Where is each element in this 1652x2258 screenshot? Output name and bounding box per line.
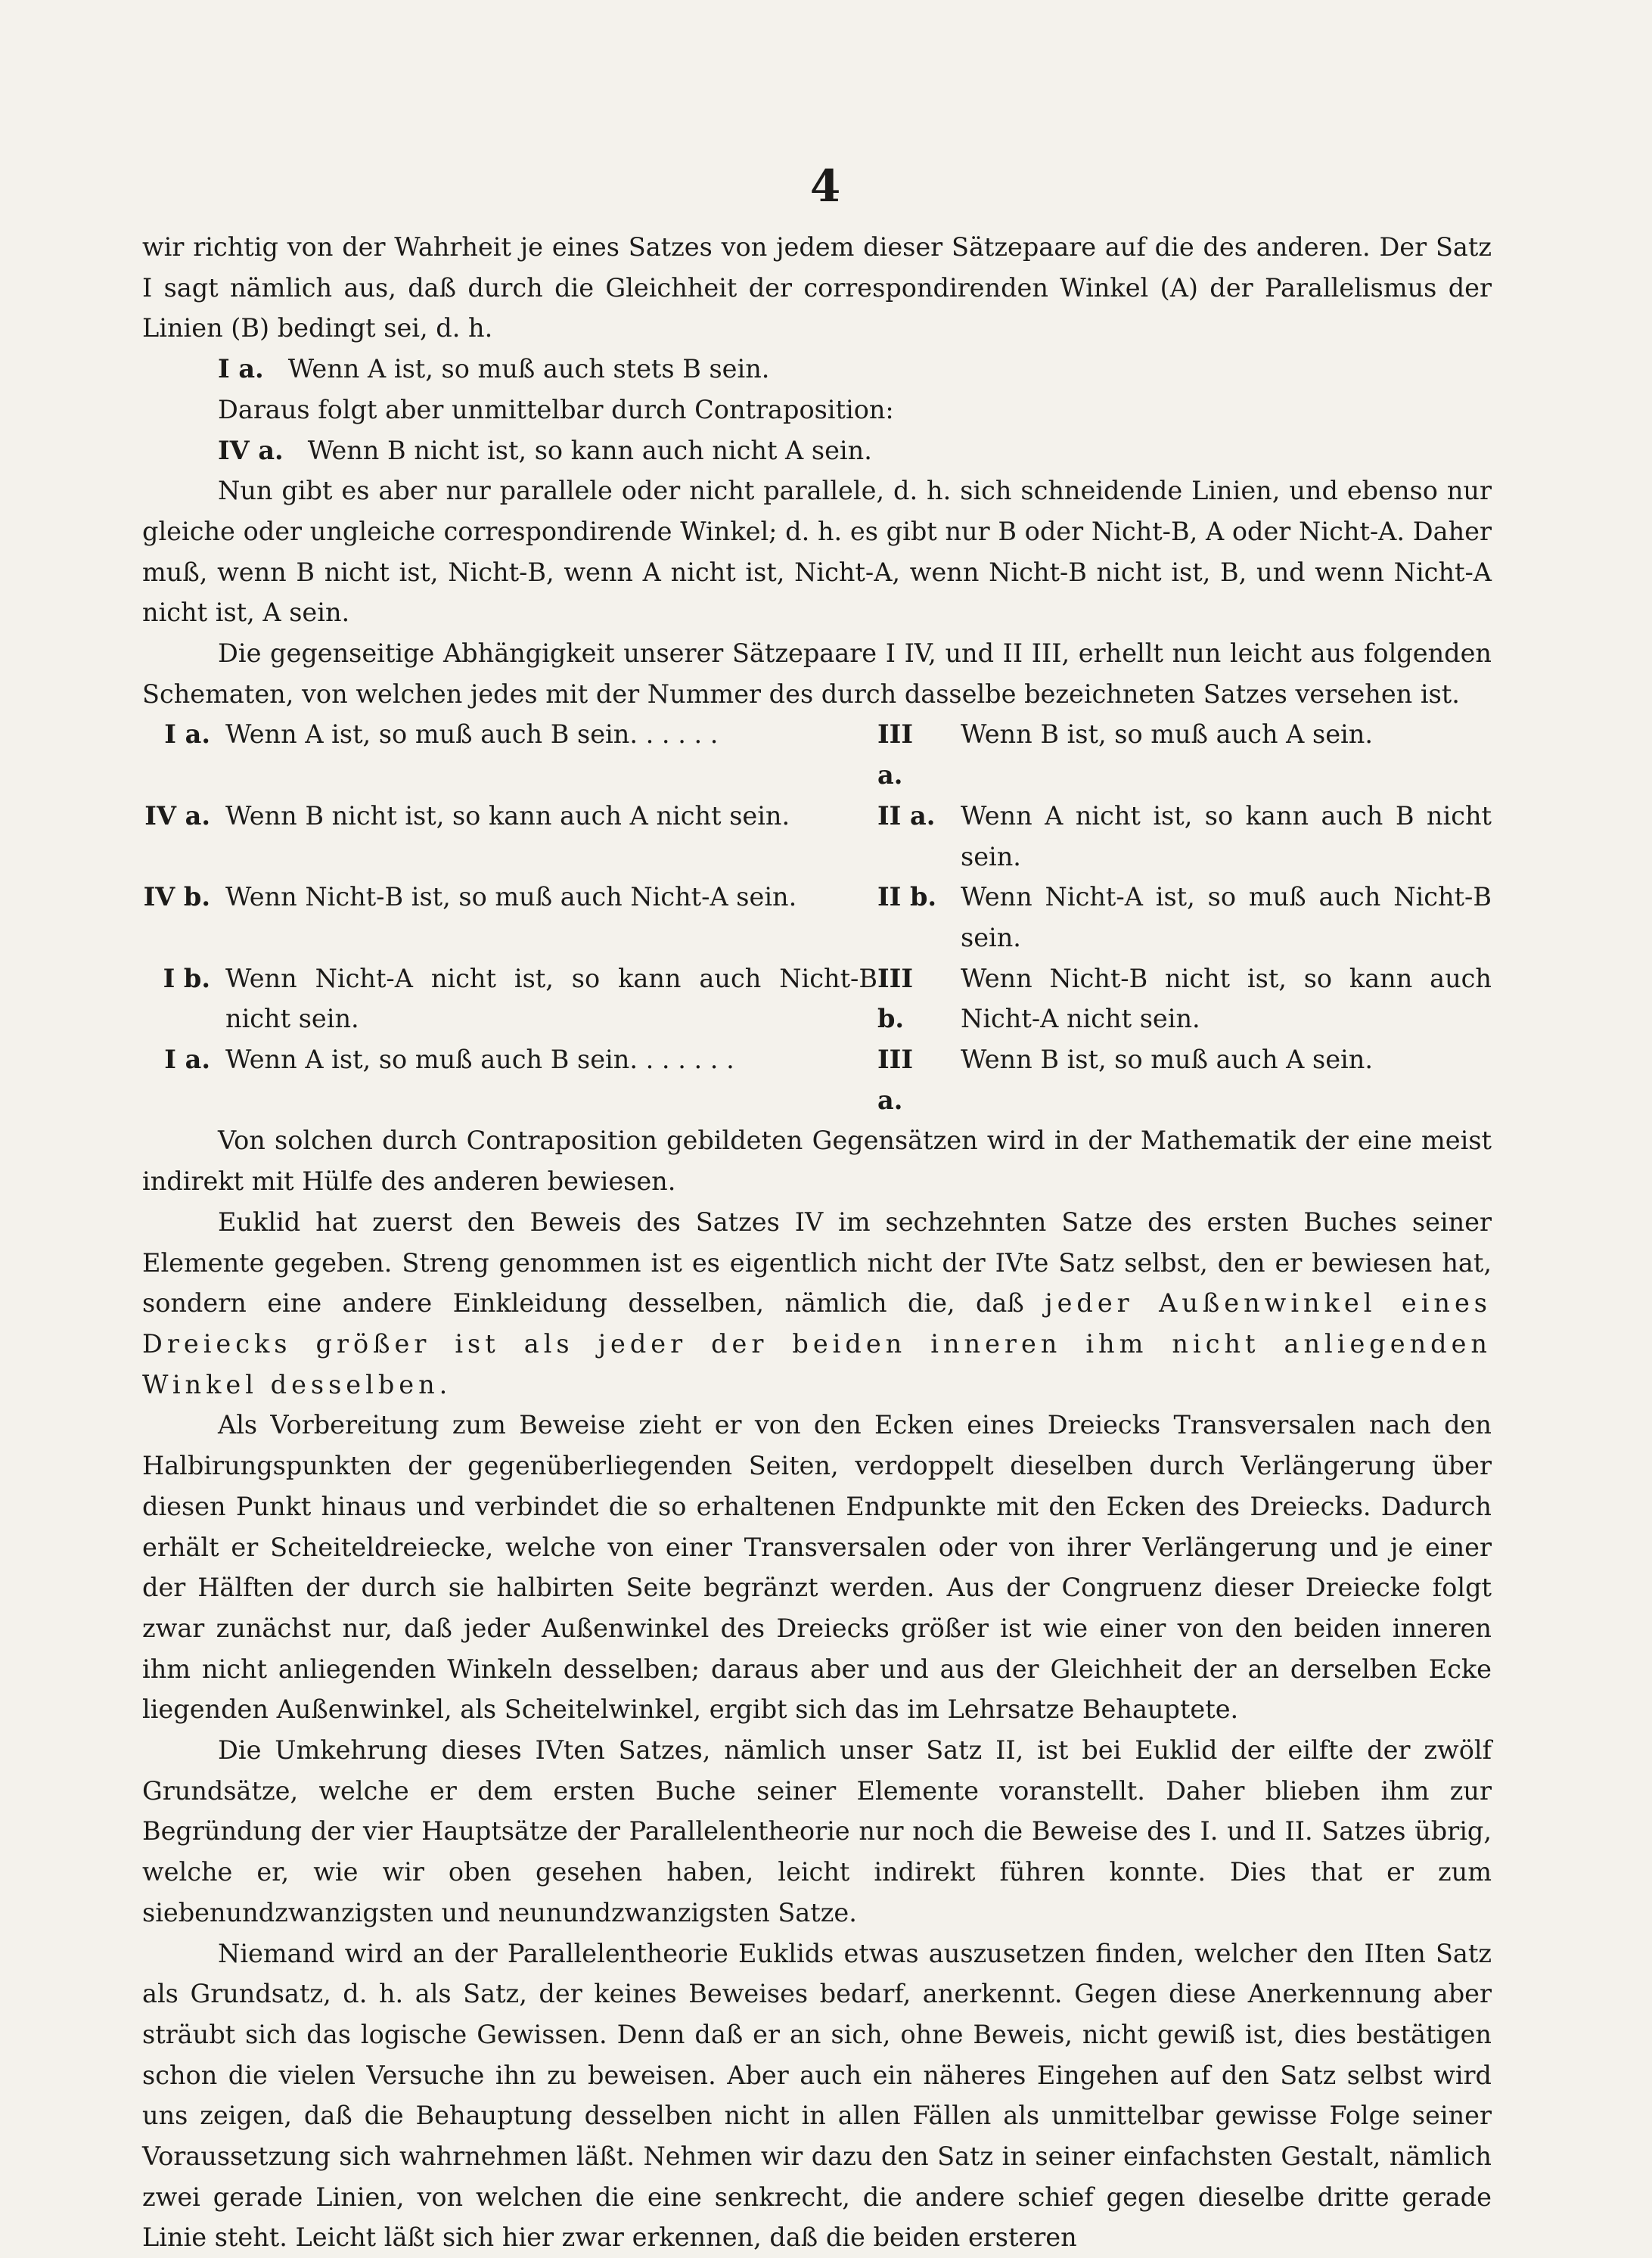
scheme-text: Wenn B nicht ist, so kann auch A nicht sein. bbox=[225, 800, 790, 831]
scheme-text: Wenn A ist, so muß auch B sein. . . . . . bbox=[225, 719, 719, 750]
scheme-label: III a. bbox=[877, 1045, 914, 1115]
scheme-label: I a. bbox=[164, 719, 210, 750]
scheme-label: IV b. bbox=[143, 882, 210, 912]
scheme-row bbox=[142, 1039, 1492, 1120]
paragraph-6-text: Euklid hat zuerst den Beweis des Satzes IV im sechzehnten Satze des ersten Buches seiner Elemente gegeben. Streng genommen ist es eigentlich nicht der IVte Satz selbst, den er bewiesen hat, sondern eine andere Einkleidung desselben, nämlich die, daß bbox=[142, 1207, 1492, 1318]
paragraph-5: Von solchen durch Contraposition gebildeten Gegensätzen wird in der Mathematik der eine meist indirekt mit Hülfe des anderen bewiesen. bbox=[142, 1126, 1492, 1197]
paragraph-9: Niemand wird an der Parallelentheorie Euklids etwas auszusetzen finden, welcher den IIten Satz als Grundsatz, d. h. als Satz, der keines Beweises bedarf, anerkennt. Gegen diese Anerkennung aber sträubt sich das logische Gewissen. Denn daß er an sich, ohne Beweis, nicht gewiß ist, dies bestätigen schon die vielen Versuche ihn zu beweisen. Aber auch ein näheres Eingehen auf den Satz selbst wird uns zeigen, daß die Behauptung desselben nicht in allen Fällen als unmittelbar gewisse Folge seiner Voraussetzung sich wahrnehmen läßt. Nehmen wir dazu den Satz in seiner einfachsten Gestalt, nämlich zwei gerade Linien, von welchen die eine senkrecht, die andere schief gegen dieselbe dritte gerade Linie steht. Leicht läßt sich hier zwar erkennen, daß die beiden ersteren bbox=[142, 1938, 1492, 2253]
scheme-label: II a. bbox=[877, 800, 936, 831]
statement-label: IV a. bbox=[218, 435, 284, 465]
scheme-left-cell bbox=[142, 714, 877, 795]
scheme-text: Wenn Nicht-B nicht ist, so kann auch Nicht-A nicht sein. bbox=[961, 963, 1492, 1034]
paragraph-1: wir richtig von der Wahrheit je eines Satzes von jedem dieser Sätzepaare auf die des anderen. Der Satz I sagt nämlich aus, daß durch die Gleichheit der correspondirenden Winkel (A) der Parallelismus der Linien (B) bedingt sei, d. h. bbox=[142, 232, 1492, 343]
statement-text: Wenn B nicht ist, so kann auch nicht A sein. bbox=[307, 435, 872, 465]
scheme-label: I a. bbox=[164, 1045, 210, 1075]
scheme-text: Wenn Nicht-A nicht ist, so kann auch Nicht-B nicht sein. bbox=[225, 963, 877, 1034]
spaced-emphasis: jeder Außenwinkel eines Dreiecks größer ist als jeder der beiden inneren ihm nicht anliegenden Winkel desselben. bbox=[142, 1288, 1492, 1399]
scheme-left-cell bbox=[142, 1039, 877, 1120]
statement-label: I a. bbox=[218, 354, 264, 384]
scheme-text: Wenn Nicht-A ist, so muß auch Nicht-B sein. bbox=[961, 882, 1492, 952]
paragraph-7: Als Vorbereitung zum Beweise zieht er von den Ecken eines Dreiecks Transversalen nach den Halbirungspunkten der gegenüberliegenden Seiten, verdoppelt dieselben durch Verlängerung über diesen Punkt hinaus und verbindet die so erhaltenen Endpunkte mit den Ecken des Dreiecks. Dadurch erhält er Scheiteldreiecke, welche von einer Transversalen oder von ihrer Verlängerung und je einer der Hälften der durch sie halbirten Seite begränzt werden. Aus der Congruenz dieser Dreiecke folgt zwar zunächst nur, daß jeder Außenwinkel des Dreiecks größer ist wie einer von den beiden inneren ihm nicht anliegenden Winkeln desselben; daraus aber und aus der Gleichheit der an derselben Ecke liegenden Außenwinkel, als Scheitelwinkel, ergibt sich das im Lehrsatze Behauptete. bbox=[142, 1410, 1492, 1725]
scheme-left-cell bbox=[142, 796, 877, 877]
scheme-row bbox=[142, 796, 1492, 877]
scheme-table bbox=[142, 714, 1492, 1120]
scheme-left-cell bbox=[142, 958, 877, 1039]
scheme-left-cell bbox=[142, 877, 877, 958]
paragraph-4: Die gegenseitige Abhängigkeit unserer Sätzepaare I IV, und II III, erhellt nun leicht aus folgenden Schematen, von welchen jedes mit der Nummer des durch dasselbe bezeichneten Satzes versehen ist. bbox=[142, 638, 1492, 709]
scheme-label: IV a. bbox=[144, 800, 210, 831]
scheme-row bbox=[142, 877, 1492, 958]
paragraph-6 bbox=[142, 1202, 1492, 1405]
scheme-row bbox=[142, 714, 1492, 795]
page-number: 4 bbox=[809, 160, 843, 212]
scheme-right-cell bbox=[877, 714, 1492, 795]
scheme-right-cell bbox=[877, 877, 1492, 958]
scheme-text: Wenn A ist, so muß auch B sein. . . . . . . bbox=[225, 1045, 734, 1075]
scheme-right-cell bbox=[877, 958, 1492, 1039]
body-text bbox=[142, 227, 1492, 2258]
paragraph-8: Die Umkehrung dieses IVten Satzes, nämlich unser Satz II, ist bei Euklid der eilfte der zwölf Grundsätze, welche er dem ersten Buche seiner Elemente voranstellt. Daher blieben ihm zur Begründung der vier Hauptsätze der Parallelentheorie nur noch die Beweise des I. und II. Satzes übrig, welche er, wie wir oben gesehen haben, leicht indirekt führen konnte. Dies that er zum siebenundzwanzigsten und neunundzwanzigsten Satze. bbox=[142, 1735, 1492, 1927]
scheme-right-cell bbox=[877, 1039, 1492, 1120]
scheme-text: Wenn B ist, so muß auch A sein. bbox=[961, 719, 1373, 750]
statement-Ia bbox=[142, 349, 1492, 390]
paragraph-2: Daraus folgt aber unmittelbar durch Contraposition: bbox=[218, 394, 894, 424]
scheme-label: I b. bbox=[163, 963, 210, 993]
statement-IVa bbox=[142, 430, 1492, 471]
scheme-label: II b. bbox=[877, 882, 937, 912]
scheme-label: III a. bbox=[877, 719, 914, 790]
scheme-text: Wenn Nicht-B ist, so muß auch Nicht-A sein. bbox=[225, 882, 797, 912]
scheme-right-cell bbox=[877, 796, 1492, 877]
scheme-text: Wenn A nicht ist, so kann auch B nicht sein. bbox=[961, 800, 1492, 871]
scheme-text: Wenn B ist, so muß auch A sein. bbox=[961, 1045, 1373, 1075]
paragraph-3: Nun gibt es aber nur parallele oder nicht parallele, d. h. sich schneidende Linien, und ebenso nur gleiche oder ungleiche correspondirende Winkel; d. h. es gibt nur B oder Nicht-B, A oder Nicht-A. Daher muß, wenn B nicht ist, Nicht-B, wenn A nicht ist, Nicht-A, wenn Nicht-B nicht ist, B, und wenn Nicht-A nicht ist, A sein. bbox=[142, 476, 1492, 628]
statement-text: Wenn A ist, so muß auch stets B sein. bbox=[287, 354, 770, 384]
scheme-row bbox=[142, 958, 1492, 1039]
scheme-label: III b. bbox=[877, 963, 914, 1034]
